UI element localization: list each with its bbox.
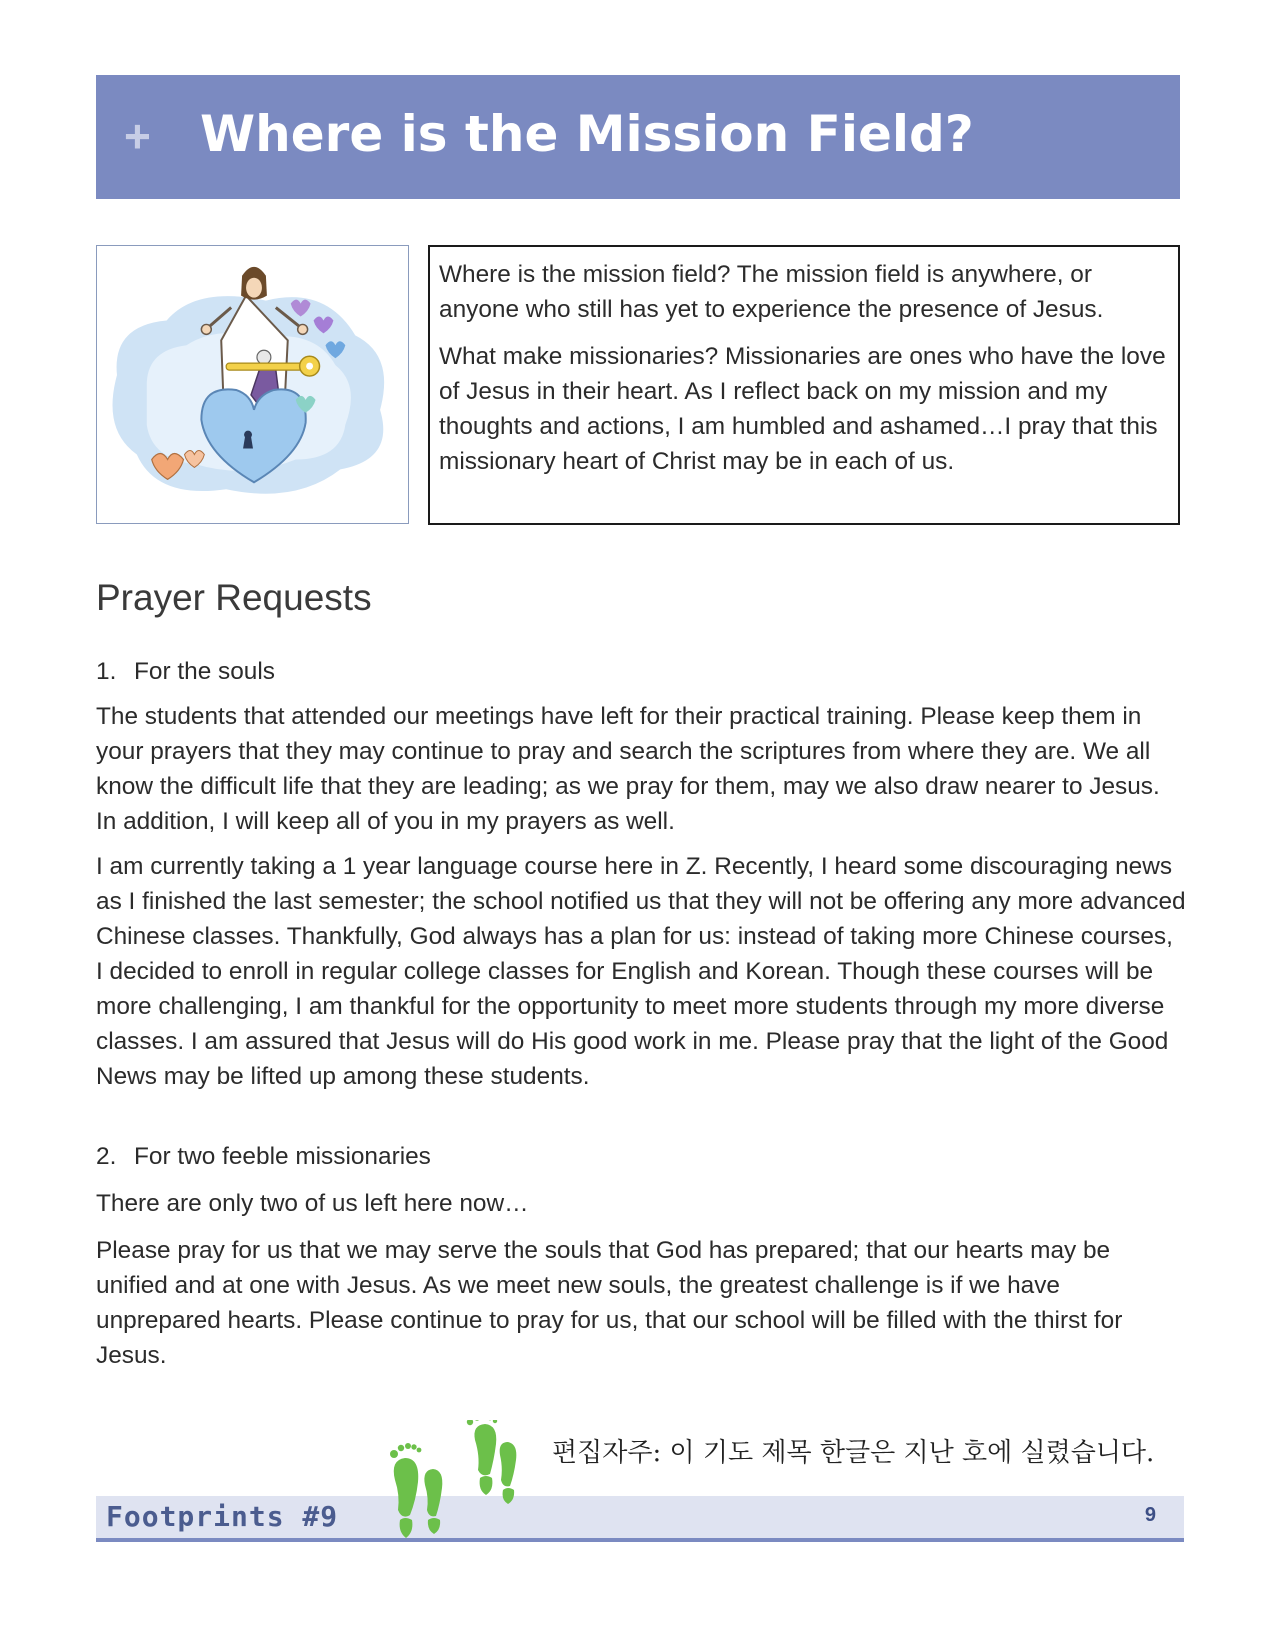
footprints-icon bbox=[380, 1420, 530, 1550]
jesus-heart-illustration bbox=[96, 245, 409, 524]
list-heading-text: For the souls bbox=[134, 658, 275, 685]
body-paragraph: There are only two of us left here now… bbox=[96, 1190, 529, 1217]
body-paragraph: Please pray for us that we may serve the souls that God has prepared; that our hearts may be unified and at one with Jesus. As we meet new souls, the greatest challenge is if we have unprepared hearts. Please continue to pray for us, that our school will be filled with the thirst for Jesus. bbox=[96, 1237, 1123, 1369]
body-paragraph: I am currently taking a 1 year language course here in Z. Recently, I heard some discouraging news as I finished the last semester; the school notified us that they will not be offering any more advanced Chinese classes. Thankfully, God always has a plan for us: instead of taking more Chinese courses, I decided to enroll in regular college classes for English and Korean. Though these courses will be more challenging, I am thankful for the opportunity to meet more students through my more diverse classes. I am assured that Jesus will do His good work in me. Please pray that the light of the Good News may be lifted up among these students. bbox=[96, 853, 1186, 1090]
intro-paragraph: Where is the mission field? The mission field is anywhere, or anyone who still has yet to experience the presence of Jesus. bbox=[439, 261, 1104, 323]
list-item-heading bbox=[96, 1139, 1186, 1174]
page-title: Where is the Mission Field? bbox=[200, 105, 974, 163]
section-title: Prayer Requests bbox=[96, 577, 372, 618]
page-number: 9 bbox=[1144, 1504, 1156, 1526]
list-heading-text: For two feeble missionaries bbox=[134, 1143, 431, 1170]
intro-box bbox=[428, 245, 1180, 525]
list-number: 1. bbox=[96, 658, 117, 685]
page-banner bbox=[96, 75, 1180, 199]
body-paragraph: The students that attended our meetings have left for their practical training. Please keep them in your prayers that they may continue to pray and search the scriptures from where they are. We all know the difficult life that they are leading; as we pray for them, may we also draw nearer to Jesus. In addition, I will keep all of you in my prayers as well. bbox=[96, 703, 1160, 835]
list-number: 2. bbox=[96, 1143, 117, 1170]
plus-icon: + bbox=[124, 110, 151, 162]
footer-bar bbox=[96, 1496, 1184, 1542]
intro-paragraph: What make missionaries? Missionaries are ones who have the love of Jesus in their heart. As I reflect back on my mission and my thoughts and actions, I am humbled and ashamed…I pray that this missionary heart of Christ may be in each of us. bbox=[439, 343, 1166, 475]
list-item-heading bbox=[96, 654, 1186, 689]
publication-name: Footprints #9 bbox=[106, 1500, 339, 1533]
editor-note: 편집자주: 이 기도 제목 한글은 지난 호에 실렸습니다. bbox=[552, 1438, 1155, 1468]
prayer-item-2 bbox=[96, 1139, 1186, 1373]
prayer-item-1 bbox=[96, 654, 1186, 1094]
